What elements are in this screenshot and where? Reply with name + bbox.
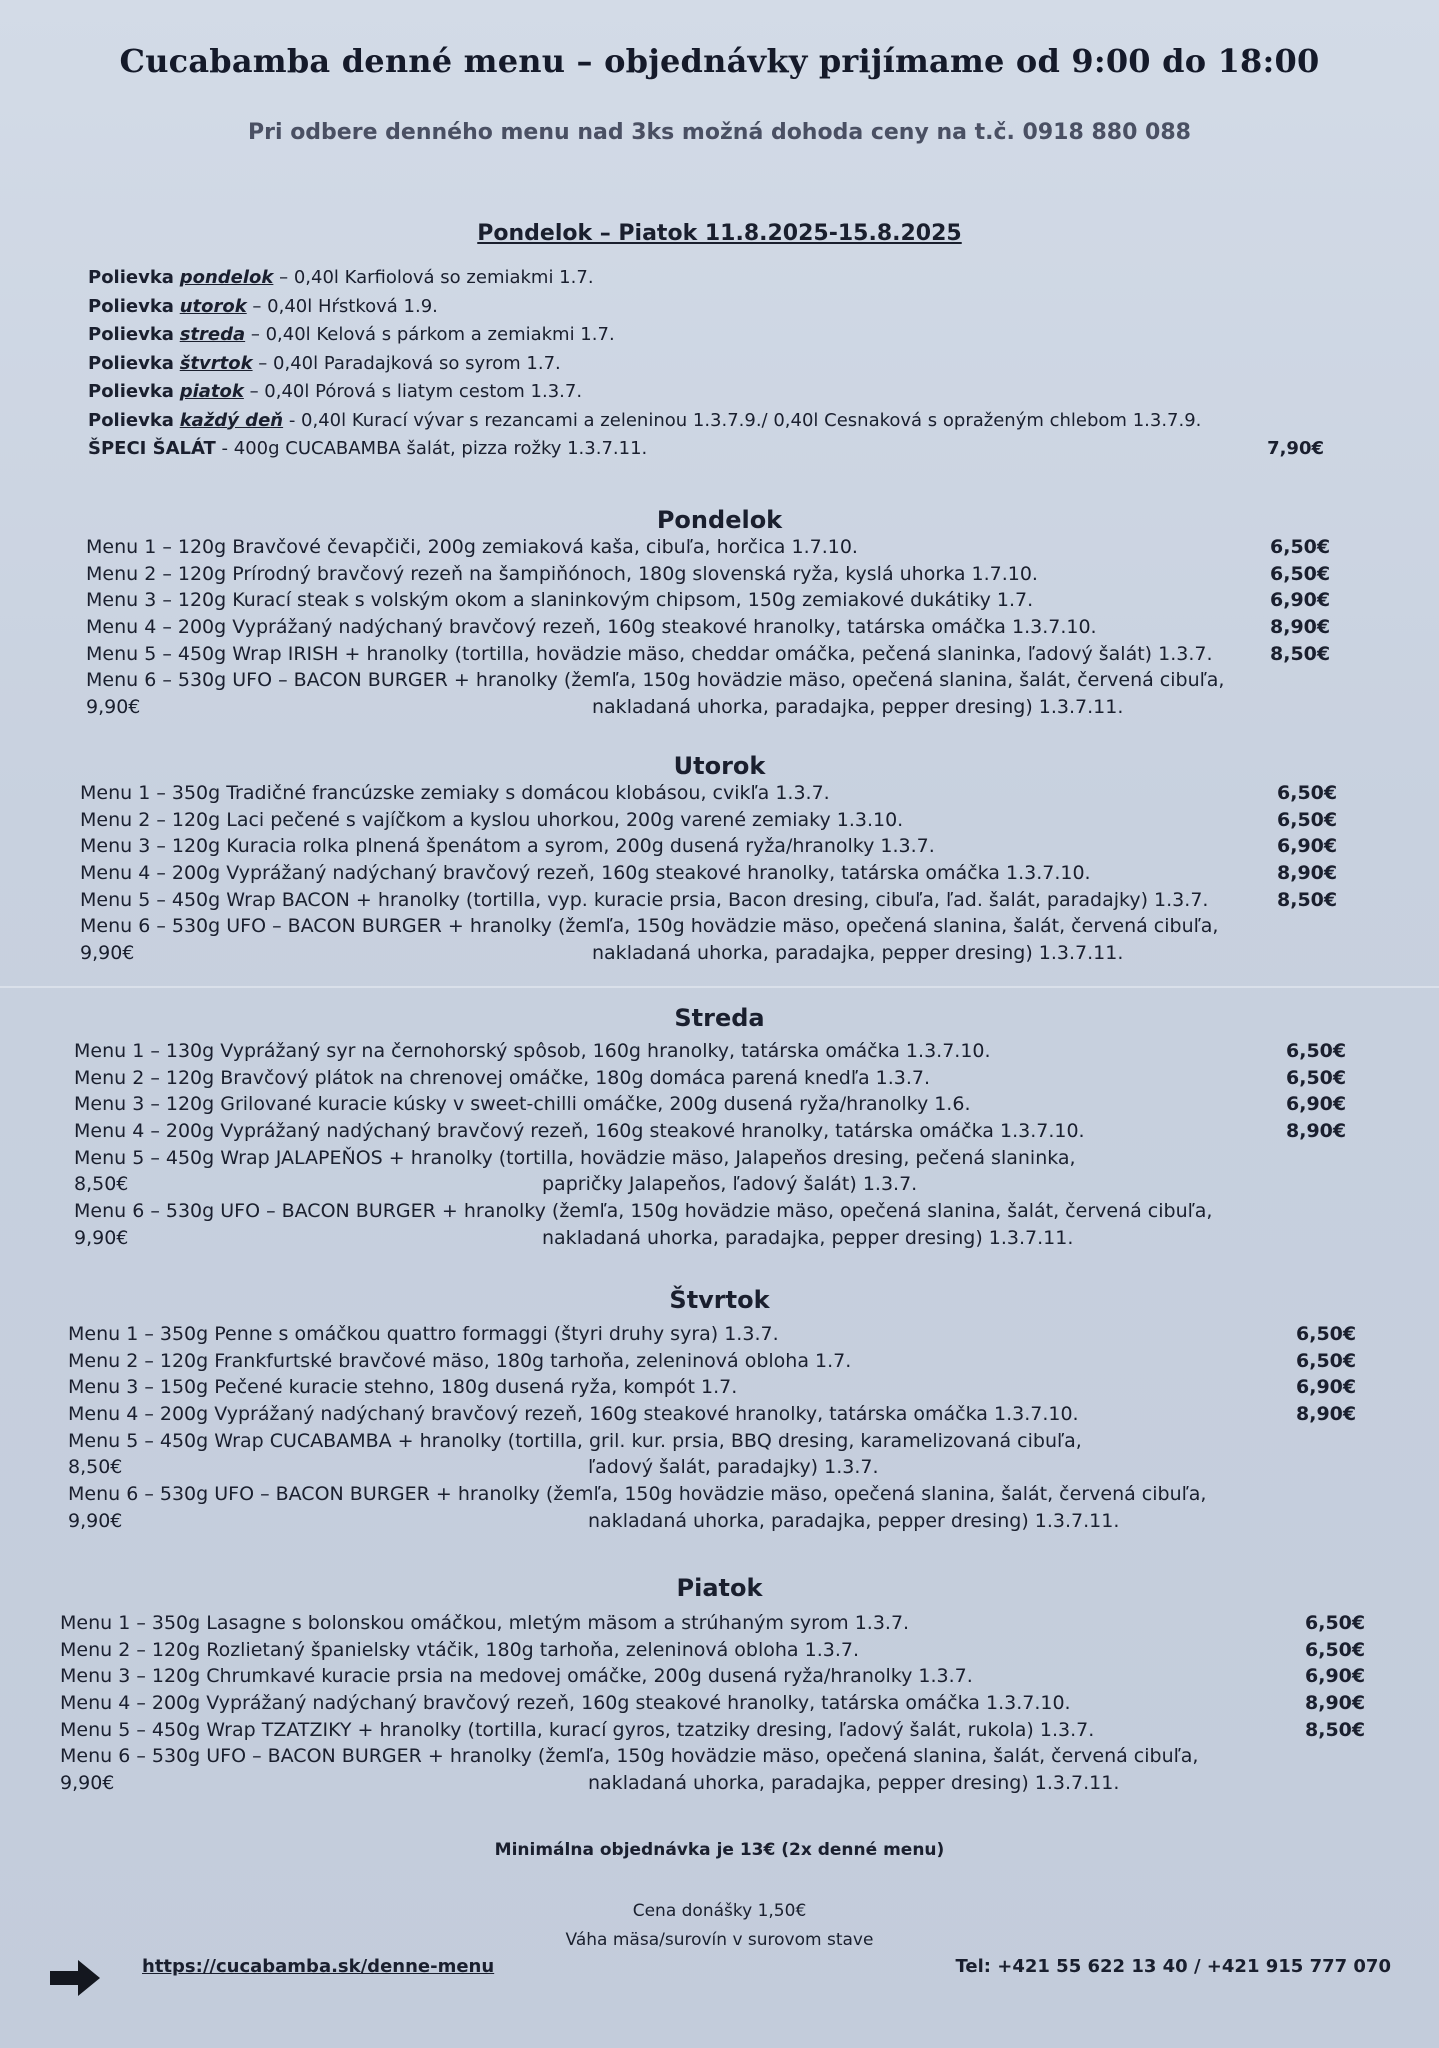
menu-item-continuation xyxy=(80,940,1399,967)
soup-item: Polievka utorok – 0,40l Hŕstková 1.9. xyxy=(88,295,438,317)
menu-item-price: 9,90€ xyxy=(86,696,141,719)
menu-item xyxy=(86,614,1399,641)
menu-item-text: Menu 2 – 120g Laci pečené s vajíčkom a kyslou uhorkou, 200g varené zemiaky 1.3.10. xyxy=(80,808,904,831)
menu-item-text: Menu 2 – 120g Rozlietaný španielsky vtáčik, 180g tarhoňa, zeleninová obloha 1.3.7. xyxy=(60,1638,860,1661)
price-note: Pri odbere denného menu nad 3ks možná dohoda ceny na t.č. 0918 880 088 xyxy=(248,120,1191,145)
menu-item-text-cont: nakladaná uhorka, paradajka, pepper dresing) 1.3.7.11. xyxy=(592,696,1124,719)
menu-item-text: Menu 1 – 130g Vyprážaný syr na černohorský spôsob, 160g hranolky, tatárska omáčka 1.3.7.10. xyxy=(74,1040,991,1062)
menu-item-price: 6,50€ xyxy=(1296,1323,1357,1345)
menu-item-text: Menu 3 – 120g Grilované kuracie kúsky v sweet-chilli omáčke, 200g dusená ryža/hranolky 1.6. xyxy=(74,1093,971,1116)
menu-item xyxy=(74,1198,1399,1225)
soup-item: Polievka streda – 0,40l Kelová s párkom a zemiakmi 1.7. xyxy=(88,324,615,345)
menu-item-price: 6,50€ xyxy=(1277,808,1338,831)
menu-item-continuation xyxy=(68,1454,1399,1481)
menu-item xyxy=(74,1118,1399,1145)
menu-item xyxy=(74,1065,1399,1092)
menu-item xyxy=(86,561,1399,588)
menu-item-continuation xyxy=(68,1508,1399,1535)
soup-item: Polievka pondelok – 0,40l Karfiolová so zemiakmi 1.7. xyxy=(88,267,594,288)
menu-item-text: Menu 6 – 530g UFO – BACON BURGER + hranolky (žemľa, 150g hovädzie mäso, opečená slanina, šalát, červená cibuľa, xyxy=(86,669,1225,692)
menu-item xyxy=(60,1610,1399,1637)
menu-item-price: 8,50€ xyxy=(68,1456,123,1479)
menu-item-continuation xyxy=(60,1770,1399,1797)
menu-item-text-cont: papričky Jalapeňos, ľadový šalát) 1.3.7. xyxy=(542,1173,918,1196)
menu-item-text-cont: nakladaná uhorka, paradajka, pepper dresing) 1.3.7.11. xyxy=(588,1772,1120,1795)
menu-item-text: Menu 4 – 200g Vyprážaný nadýchaný bravčový rezeň, 160g steakové hranolky, tatárska omáčka 1.3.7.10. xyxy=(60,1692,1071,1715)
page-title: Cucabamba denné menu – objednávky prijímame od 9:00 do 18:00 xyxy=(119,42,1320,80)
menu-item-price: 6,90€ xyxy=(1270,589,1331,612)
phone-numbers: Tel: +421 55 622 13 40 / +421 915 777 070 xyxy=(955,1956,1391,1977)
menu-item-text: Menu 4 – 200g Vyprážaný nadýchaný bravčový rezeň, 160g steakové hranolky, tatárska omáčka 1.3.7.10. xyxy=(80,862,1091,885)
menu-item xyxy=(80,833,1399,860)
menu-item-price: 6,50€ xyxy=(1305,1612,1366,1634)
menu-item-price: 9,90€ xyxy=(68,1509,123,1532)
menu-item-text: Menu 2 – 120g Prírodný bravčový rezeň na šampiňónoch, 180g slovenská ryža, kyslá uhorka 1.7.10. xyxy=(86,562,1038,585)
menu-item xyxy=(68,1428,1399,1455)
menu-item xyxy=(80,780,1399,807)
menu-item-price: 6,90€ xyxy=(1286,1093,1347,1116)
menu-item xyxy=(68,1401,1399,1428)
menu-item-price: 8,90€ xyxy=(1286,1120,1347,1143)
day-heading: Piatok xyxy=(676,1574,763,1602)
menu-item xyxy=(80,913,1399,940)
menu-item-price: 9,90€ xyxy=(74,1226,129,1249)
menu-item-price: 8,50€ xyxy=(1305,1718,1366,1741)
menu-item-text: Menu 2 – 120g Bravčový plátok na chrenovej omáčke, 180g domáca parená knedľa 1.3.7. xyxy=(74,1066,931,1089)
menu-item-text: Menu 3 – 120g Chrumkavé kuracie prsia na medovej omáčke, 200g dusená ryža/hranolky 1.3.7. xyxy=(60,1665,973,1688)
menu-item xyxy=(74,1091,1399,1118)
menu-item xyxy=(74,1145,1399,1172)
menu-item xyxy=(68,1374,1399,1401)
menu-item-continuation xyxy=(86,694,1399,721)
menu-item-text: Menu 1 – 120g Bravčové čevapčiči, 200g zemiaková kaša, cibuľa, horčica 1.7.10. xyxy=(86,536,858,558)
menu-item-text: Menu 6 – 530g UFO – BACON BURGER + hranolky (žemľa, 150g hovädzie mäso, opečená slanina, šalát, červená cibuľa, xyxy=(60,1745,1199,1768)
soup-list xyxy=(88,264,1348,464)
menu-item-text: Menu 5 – 450g Wrap JALAPEŇOS + hranolky (tortilla, hovädzie mäso, Jalapeňos dresing, pečená slaninka, xyxy=(74,1146,1076,1169)
menu-item-price: 6,50€ xyxy=(1296,1349,1357,1372)
menu-list xyxy=(80,780,1399,967)
menu-item-price: 6,50€ xyxy=(1305,1638,1366,1661)
menu-item xyxy=(74,1038,1399,1065)
menu-list xyxy=(74,1038,1399,1252)
menu-item-text: Menu 6 – 530g UFO – BACON BURGER + hranolky (žemľa, 150g hovädzie mäso, opečená slanina, šalát, červená cibuľa, xyxy=(74,1200,1213,1223)
day-heading: Utorok xyxy=(673,752,766,780)
menu-item-price: 8,50€ xyxy=(1277,888,1338,911)
soup-item: Polievka každý deň - 0,40l Kurací vývar s rezancami a zeleninou 1.3.7.9./ 0,40l Cesnaková s opraženým chlebom 1.3.7.9. xyxy=(88,409,1202,431)
menu-item-price: 9,90€ xyxy=(60,1772,115,1795)
menu-item-price: 6,90€ xyxy=(1277,835,1338,858)
menu-item xyxy=(86,641,1399,668)
menu-item-price: 6,50€ xyxy=(1270,562,1331,585)
day-heading: Štvrtok xyxy=(669,1286,770,1314)
menu-item-text: Menu 2 – 120g Frankfurtské bravčové mäso, 180g tarhoňa, zeleninová obloha 1.7. xyxy=(68,1349,852,1372)
menu-item-text-cont: ľadový šalát, paradajky) 1.3.7. xyxy=(588,1456,879,1479)
menu-item-price: 9,90€ xyxy=(80,942,135,965)
menu-item-text: Menu 1 – 350g Lasagne s bolonskou omáčkou, mletým mäsom a strúhaným syrom 1.3.7. xyxy=(60,1612,910,1634)
menu-item-continuation xyxy=(74,1171,1399,1198)
menu-item xyxy=(80,860,1399,887)
day-heading: Streda xyxy=(674,1004,765,1032)
salad-price: 7,90€ xyxy=(1267,438,1324,459)
min-order: Minimálna objednávka je 13€ (2x denné menu) xyxy=(494,1840,945,1860)
day-heading: Pondelok xyxy=(656,506,783,534)
menu-item-text: Menu 4 – 200g Vyprážaný nadýchaný bravčový rezeň, 160g steakové hranolky, tatárska omáčka 1.3.7.10. xyxy=(68,1403,1079,1426)
menu-item xyxy=(60,1743,1399,1770)
menu-item-text-cont: nakladaná uhorka, paradajka, pepper dresing) 1.3.7.11. xyxy=(588,1509,1120,1532)
delivery-price: Cena donášky 1,50€ xyxy=(632,1901,807,1921)
menu-item-text: Menu 6 – 530g UFO – BACON BURGER + hranolky (žemľa, 150g hovädzie mäso, opečená slanina, šalát, červená cibuľa, xyxy=(68,1483,1207,1506)
menu-item-text: Menu 4 – 200g Vyprážaný nadýchaný bravčový rezeň, 160g steakové hranolky, tatárska omáčka 1.3.7.10. xyxy=(74,1120,1085,1143)
menu-item-text: Menu 1 – 350g Penne s omáčkou quattro formaggi (štyri druhy syra) 1.3.7. xyxy=(68,1323,779,1345)
salad-item: ŠPECI ŠALÁT - 400g CUCABAMBA šalát, pizza rožky 1.3.7.11. 7,90€ xyxy=(88,435,1348,464)
menu-item-text: Menu 3 – 120g Kuracia rolka plnená špenátom a syrom, 200g dusená ryža/hranolky 1.3.7. xyxy=(80,835,935,858)
menu-item-text: Menu 6 – 530g UFO – BACON BURGER + hranolky (žemľa, 150g hovädzie mäso, opečená slanina, šalát, červená cibuľa, xyxy=(80,915,1219,938)
menu-item-price: 8,50€ xyxy=(1270,642,1331,665)
menu-item-text-cont: nakladaná uhorka, paradajka, pepper dresing) 1.3.7.11. xyxy=(592,942,1124,965)
menu-list xyxy=(60,1610,1399,1797)
week-range: Pondelok – Piatok 11.8.2025-15.8.2025 xyxy=(477,221,962,246)
menu-item-price: 8,90€ xyxy=(1277,862,1338,885)
weight-note: Váha mäsa/surovín v surovom stave xyxy=(565,1930,874,1950)
menu-item xyxy=(86,534,1399,561)
menu-item-text: Menu 4 – 200g Vyprážaný nadýchaný bravčový rezeň, 160g steakové hranolky, tatárska omáčka 1.3.7.10. xyxy=(86,616,1097,639)
menu-list xyxy=(86,534,1399,721)
menu-item xyxy=(68,1348,1399,1375)
menu-item-price: 6,90€ xyxy=(1305,1665,1366,1688)
menu-item-continuation xyxy=(74,1225,1399,1252)
menu-item-text: Menu 5 – 450g Wrap TZATZIKY + hranolky (tortilla, kurací gyros, tzatziky dresing, ľadový šalát, rukola) 1.3.7. xyxy=(60,1718,1095,1741)
menu-item xyxy=(80,807,1399,834)
menu-item-text: Menu 3 – 120g Kurací steak s volským okom a slaninkovým chipsom, 150g zemiakové dukátiky 1.7. xyxy=(86,589,1034,612)
menu-link[interactable]: https://cucabamba.sk/denne-menu xyxy=(142,1956,495,1977)
menu-item xyxy=(60,1637,1399,1664)
arrow-right-icon xyxy=(50,1958,102,1998)
menu-item-price: 6,50€ xyxy=(1270,536,1331,558)
menu-item xyxy=(60,1717,1399,1744)
menu-item-text: Menu 5 – 450g Wrap IRISH + hranolky (tortilla, hovädzie mäso, cheddar omáčka, pečená slaninka, ľadový šalát) 1.3.7. xyxy=(86,642,1213,665)
menu-item xyxy=(86,587,1399,614)
paper-fold xyxy=(0,986,1439,988)
menu-item-text: Menu 5 – 450g Wrap CUCABAMBA + hranolky (tortilla, gril. kur. prsia, BBQ dresing, karamelizovaná cibuľa, xyxy=(68,1429,1082,1452)
menu-list xyxy=(68,1321,1399,1535)
delivery-info xyxy=(0,1897,1439,1955)
menu-item-text: Menu 1 – 350g Tradičné francúzske zemiaky s domácou klobásou, cvikľa 1.3.7. xyxy=(80,782,830,804)
menu-item-price: 6,50€ xyxy=(1286,1066,1347,1089)
menu-item-price: 6,50€ xyxy=(1286,1040,1347,1062)
menu-item-text: Menu 5 – 450g Wrap BACON + hranolky (tortilla, vyp. kuracie prsia, Bacon dresing, cibuľa, ľad. šalát, paradajky) 1.3.7. xyxy=(80,888,1209,911)
soup-item: Polievka štvrtok – 0,40l Paradajková so syrom 1.7. xyxy=(88,352,561,374)
menu-item-text-cont: nakladaná uhorka, paradajka, pepper dresing) 1.3.7.11. xyxy=(542,1226,1074,1249)
menu-item-price: 8,90€ xyxy=(1270,616,1331,639)
menu-item xyxy=(86,667,1399,694)
menu-item xyxy=(68,1481,1399,1508)
menu-item xyxy=(60,1690,1399,1717)
menu-item xyxy=(68,1321,1399,1348)
menu-item-text: Menu 3 – 150g Pečené kuracie stehno, 180g dusená ryža, kompót 1.7. xyxy=(68,1376,738,1399)
soup-item: Polievka piatok – 0,40l Pórová s liatym cestom 1.3.7. xyxy=(88,381,583,402)
menu-item xyxy=(80,887,1399,914)
menu-item-price: 8,90€ xyxy=(1305,1692,1366,1715)
menu-item-price: 8,90€ xyxy=(1296,1403,1357,1426)
menu-item-price: 6,90€ xyxy=(1296,1376,1357,1399)
menu-item-price: 6,50€ xyxy=(1277,782,1338,804)
menu-item xyxy=(60,1663,1399,1690)
menu-item-price: 8,50€ xyxy=(74,1173,129,1196)
